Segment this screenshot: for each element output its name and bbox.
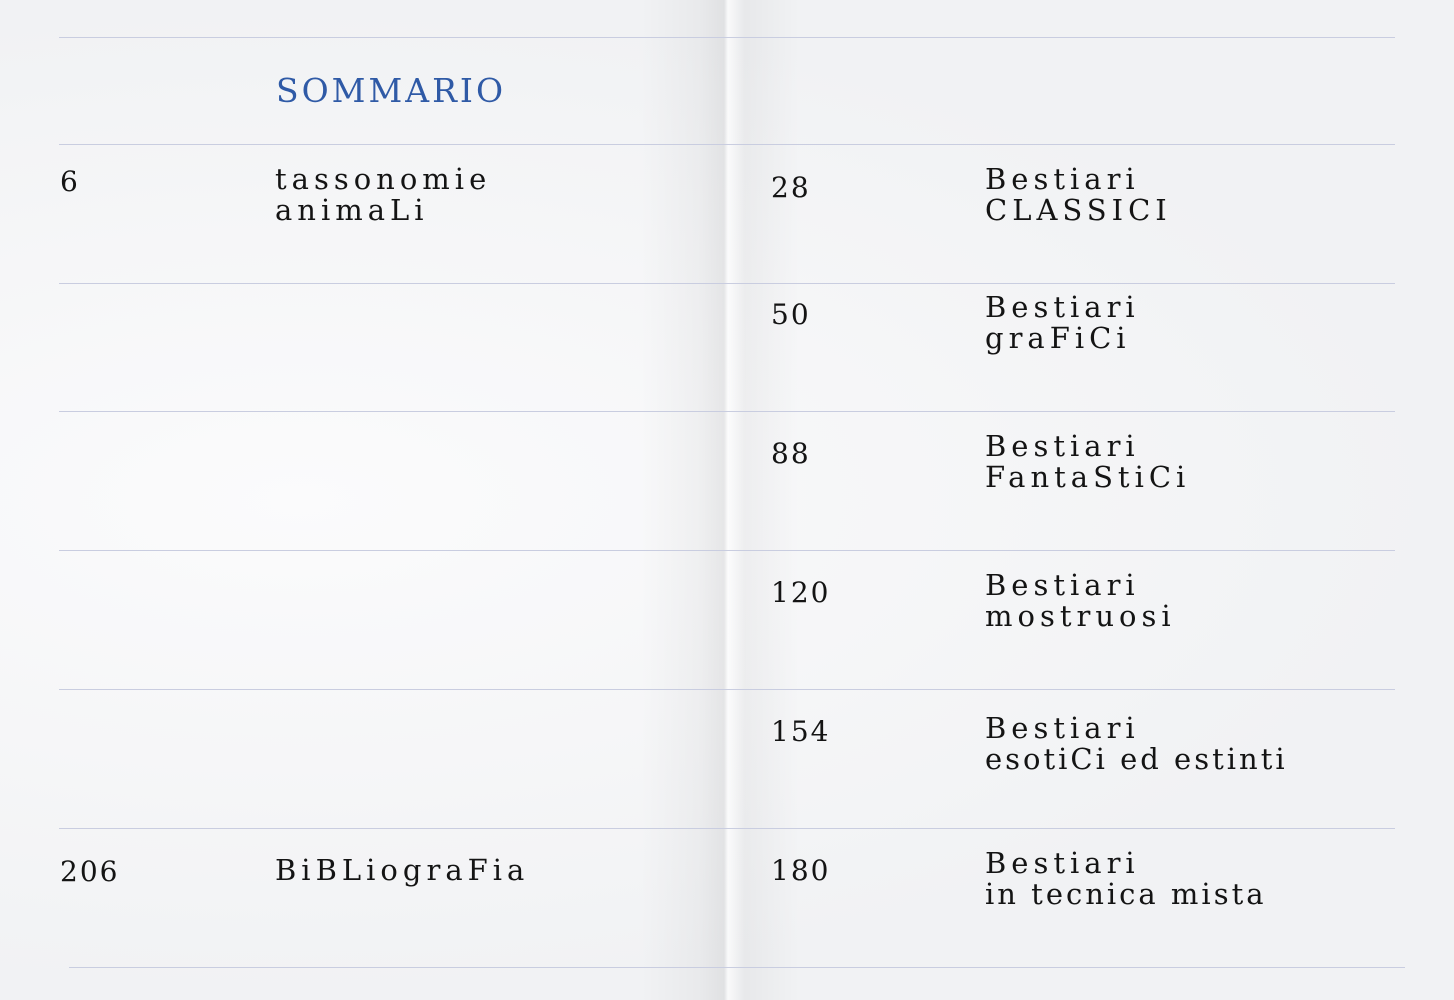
entry-title-line: in tecnica mista	[985, 877, 1267, 911]
entry-title	[985, 431, 1190, 493]
entry-title-line: tassonomie	[275, 162, 492, 196]
entry-title-line: BiBLiograFia	[275, 853, 530, 887]
entry-title-line: mostruosi	[985, 599, 1176, 633]
entry-title-line: esotiCi ed estinti	[985, 742, 1288, 776]
entry-title	[985, 570, 1176, 632]
entry-title-line: FantaStiCi	[985, 460, 1191, 494]
entry-title-line: animaLi	[275, 193, 429, 227]
right-page	[727, 0, 1454, 1000]
entry-title-line: graFiCi	[985, 321, 1131, 355]
entry-page-number: 206	[60, 855, 120, 888]
entry-title-line: Bestiari	[985, 711, 1140, 745]
entry-title	[275, 855, 529, 886]
entry-title	[275, 164, 491, 226]
entry-title-line: CLASSICI	[985, 193, 1172, 227]
entry-title-line: Bestiari	[985, 290, 1140, 324]
entry-page-number: 180	[771, 854, 831, 887]
entry-page-number: 120	[771, 576, 831, 609]
entry-page-number: 28	[771, 171, 811, 204]
entry-page-number: 154	[771, 715, 831, 748]
entry-page-number: 50	[771, 298, 811, 331]
entry-title	[985, 713, 1288, 775]
entry-title	[985, 164, 1172, 226]
entry-title	[985, 292, 1140, 354]
toc-heading: SOMMARIO	[276, 71, 507, 110]
entry-title-line: Bestiari	[985, 162, 1140, 196]
entry-page-number: 88	[771, 437, 811, 470]
entry-title-line: Bestiari	[985, 568, 1140, 602]
entry-title-line: Bestiari	[985, 429, 1140, 463]
entry-title-line: Bestiari	[985, 846, 1140, 880]
entry-title	[985, 848, 1267, 910]
entry-page-number: 6	[60, 165, 80, 198]
